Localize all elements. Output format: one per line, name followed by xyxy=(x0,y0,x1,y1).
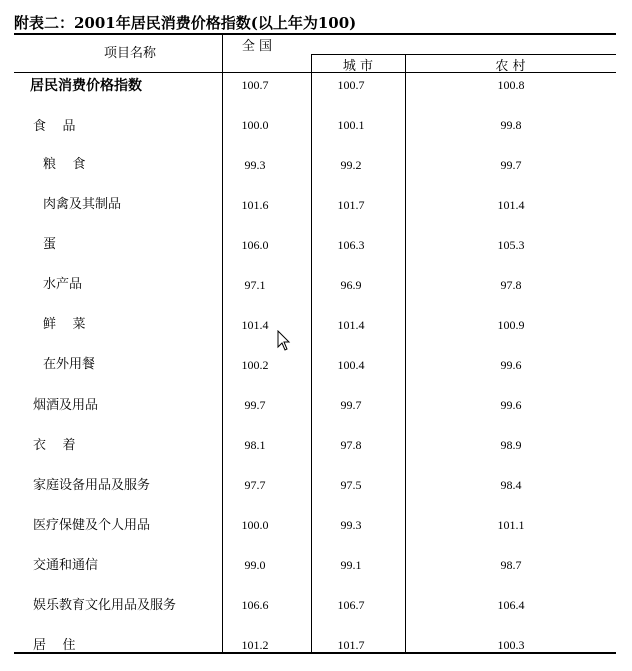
row-national: 100.0 xyxy=(241,518,269,532)
row-city: 97.8 xyxy=(340,438,362,452)
row-name: 交通和通信 xyxy=(33,558,99,573)
row-national: 101.6 xyxy=(241,198,269,212)
row-rural: 97.8 xyxy=(500,278,522,292)
row-city: 100.4 xyxy=(337,358,365,372)
row-rural: 100.9 xyxy=(497,318,525,332)
header-national: 全 国 xyxy=(241,39,273,54)
row-city: 100.1 xyxy=(337,118,365,132)
row-rural: 105.3 xyxy=(497,238,525,252)
row-name: 衣 着 xyxy=(33,438,76,453)
row-national: 97.7 xyxy=(244,478,266,492)
row-rural: 98.4 xyxy=(500,478,522,492)
row-city: 99.3 xyxy=(340,518,362,532)
top-rule xyxy=(14,33,616,35)
row-rural: 100.3 xyxy=(497,638,525,652)
row-rural: 99.7 xyxy=(500,158,522,172)
row-name: 娱乐教育文化用品及服务 xyxy=(33,598,177,613)
row-national: 106.6 xyxy=(241,598,269,612)
row-name: 水产品 xyxy=(43,277,83,292)
row-rural: 99.8 xyxy=(500,118,522,132)
row-national: 106.0 xyxy=(241,238,269,252)
row-name: 肉禽及其制品 xyxy=(43,197,122,212)
row-city: 99.1 xyxy=(340,558,362,572)
row-rural: 101.1 xyxy=(497,518,525,532)
row-city: 99.2 xyxy=(340,158,362,172)
row-name: 居 住 xyxy=(33,638,76,653)
row-national: 99.3 xyxy=(244,158,266,172)
row-rural: 99.6 xyxy=(500,398,522,412)
row-name: 鲜 菜 xyxy=(43,317,86,332)
row-rural: 98.9 xyxy=(500,438,522,452)
row-national: 100.7 xyxy=(241,78,269,92)
row-rural: 101.4 xyxy=(497,198,525,212)
row-national: 100.0 xyxy=(241,118,269,132)
row-city: 96.9 xyxy=(340,278,362,292)
row-national: 100.2 xyxy=(241,358,269,372)
row-name: 食 品 xyxy=(33,119,76,134)
row-name: 在外用餐 xyxy=(43,357,96,372)
row-name: 居民消费价格指数 xyxy=(30,78,142,94)
row-name: 烟酒及用品 xyxy=(33,398,99,413)
row-city: 106.7 xyxy=(337,598,365,612)
header-city: 城 市 xyxy=(342,59,374,74)
row-national: 99.0 xyxy=(244,558,266,572)
row-city: 106.3 xyxy=(337,238,365,252)
row-city: 99.7 xyxy=(340,398,362,412)
row-city: 101.4 xyxy=(337,318,365,332)
row-rural: 99.6 xyxy=(500,358,522,372)
row-city: 97.5 xyxy=(340,478,362,492)
table-title: 附表二：2001年居民消费价格指数(以上年为100) xyxy=(14,14,357,32)
row-rural: 100.8 xyxy=(497,78,525,92)
row-city: 100.7 xyxy=(337,78,365,92)
row-name: 蛋 xyxy=(43,237,57,252)
row-name: 家庭设备用品及服务 xyxy=(33,478,151,493)
header-rural: 农 村 xyxy=(495,59,526,74)
row-rural: 106.4 xyxy=(497,598,525,612)
row-name: 医疗保健及个人用品 xyxy=(33,518,151,533)
row-national: 101.4 xyxy=(241,318,269,332)
row-rural: 98.7 xyxy=(500,558,522,572)
row-city: 101.7 xyxy=(337,198,365,212)
row-name: 粮 食 xyxy=(43,157,86,172)
row-national: 101.2 xyxy=(241,638,269,652)
header-item: 项目名称 xyxy=(103,46,156,61)
row-national: 97.1 xyxy=(244,278,266,292)
mouse-pointer-icon xyxy=(277,330,291,352)
row-national: 99.7 xyxy=(244,398,266,412)
row-national: 98.1 xyxy=(244,438,266,452)
row-city: 101.7 xyxy=(337,638,365,652)
col-divider-city xyxy=(405,54,406,653)
